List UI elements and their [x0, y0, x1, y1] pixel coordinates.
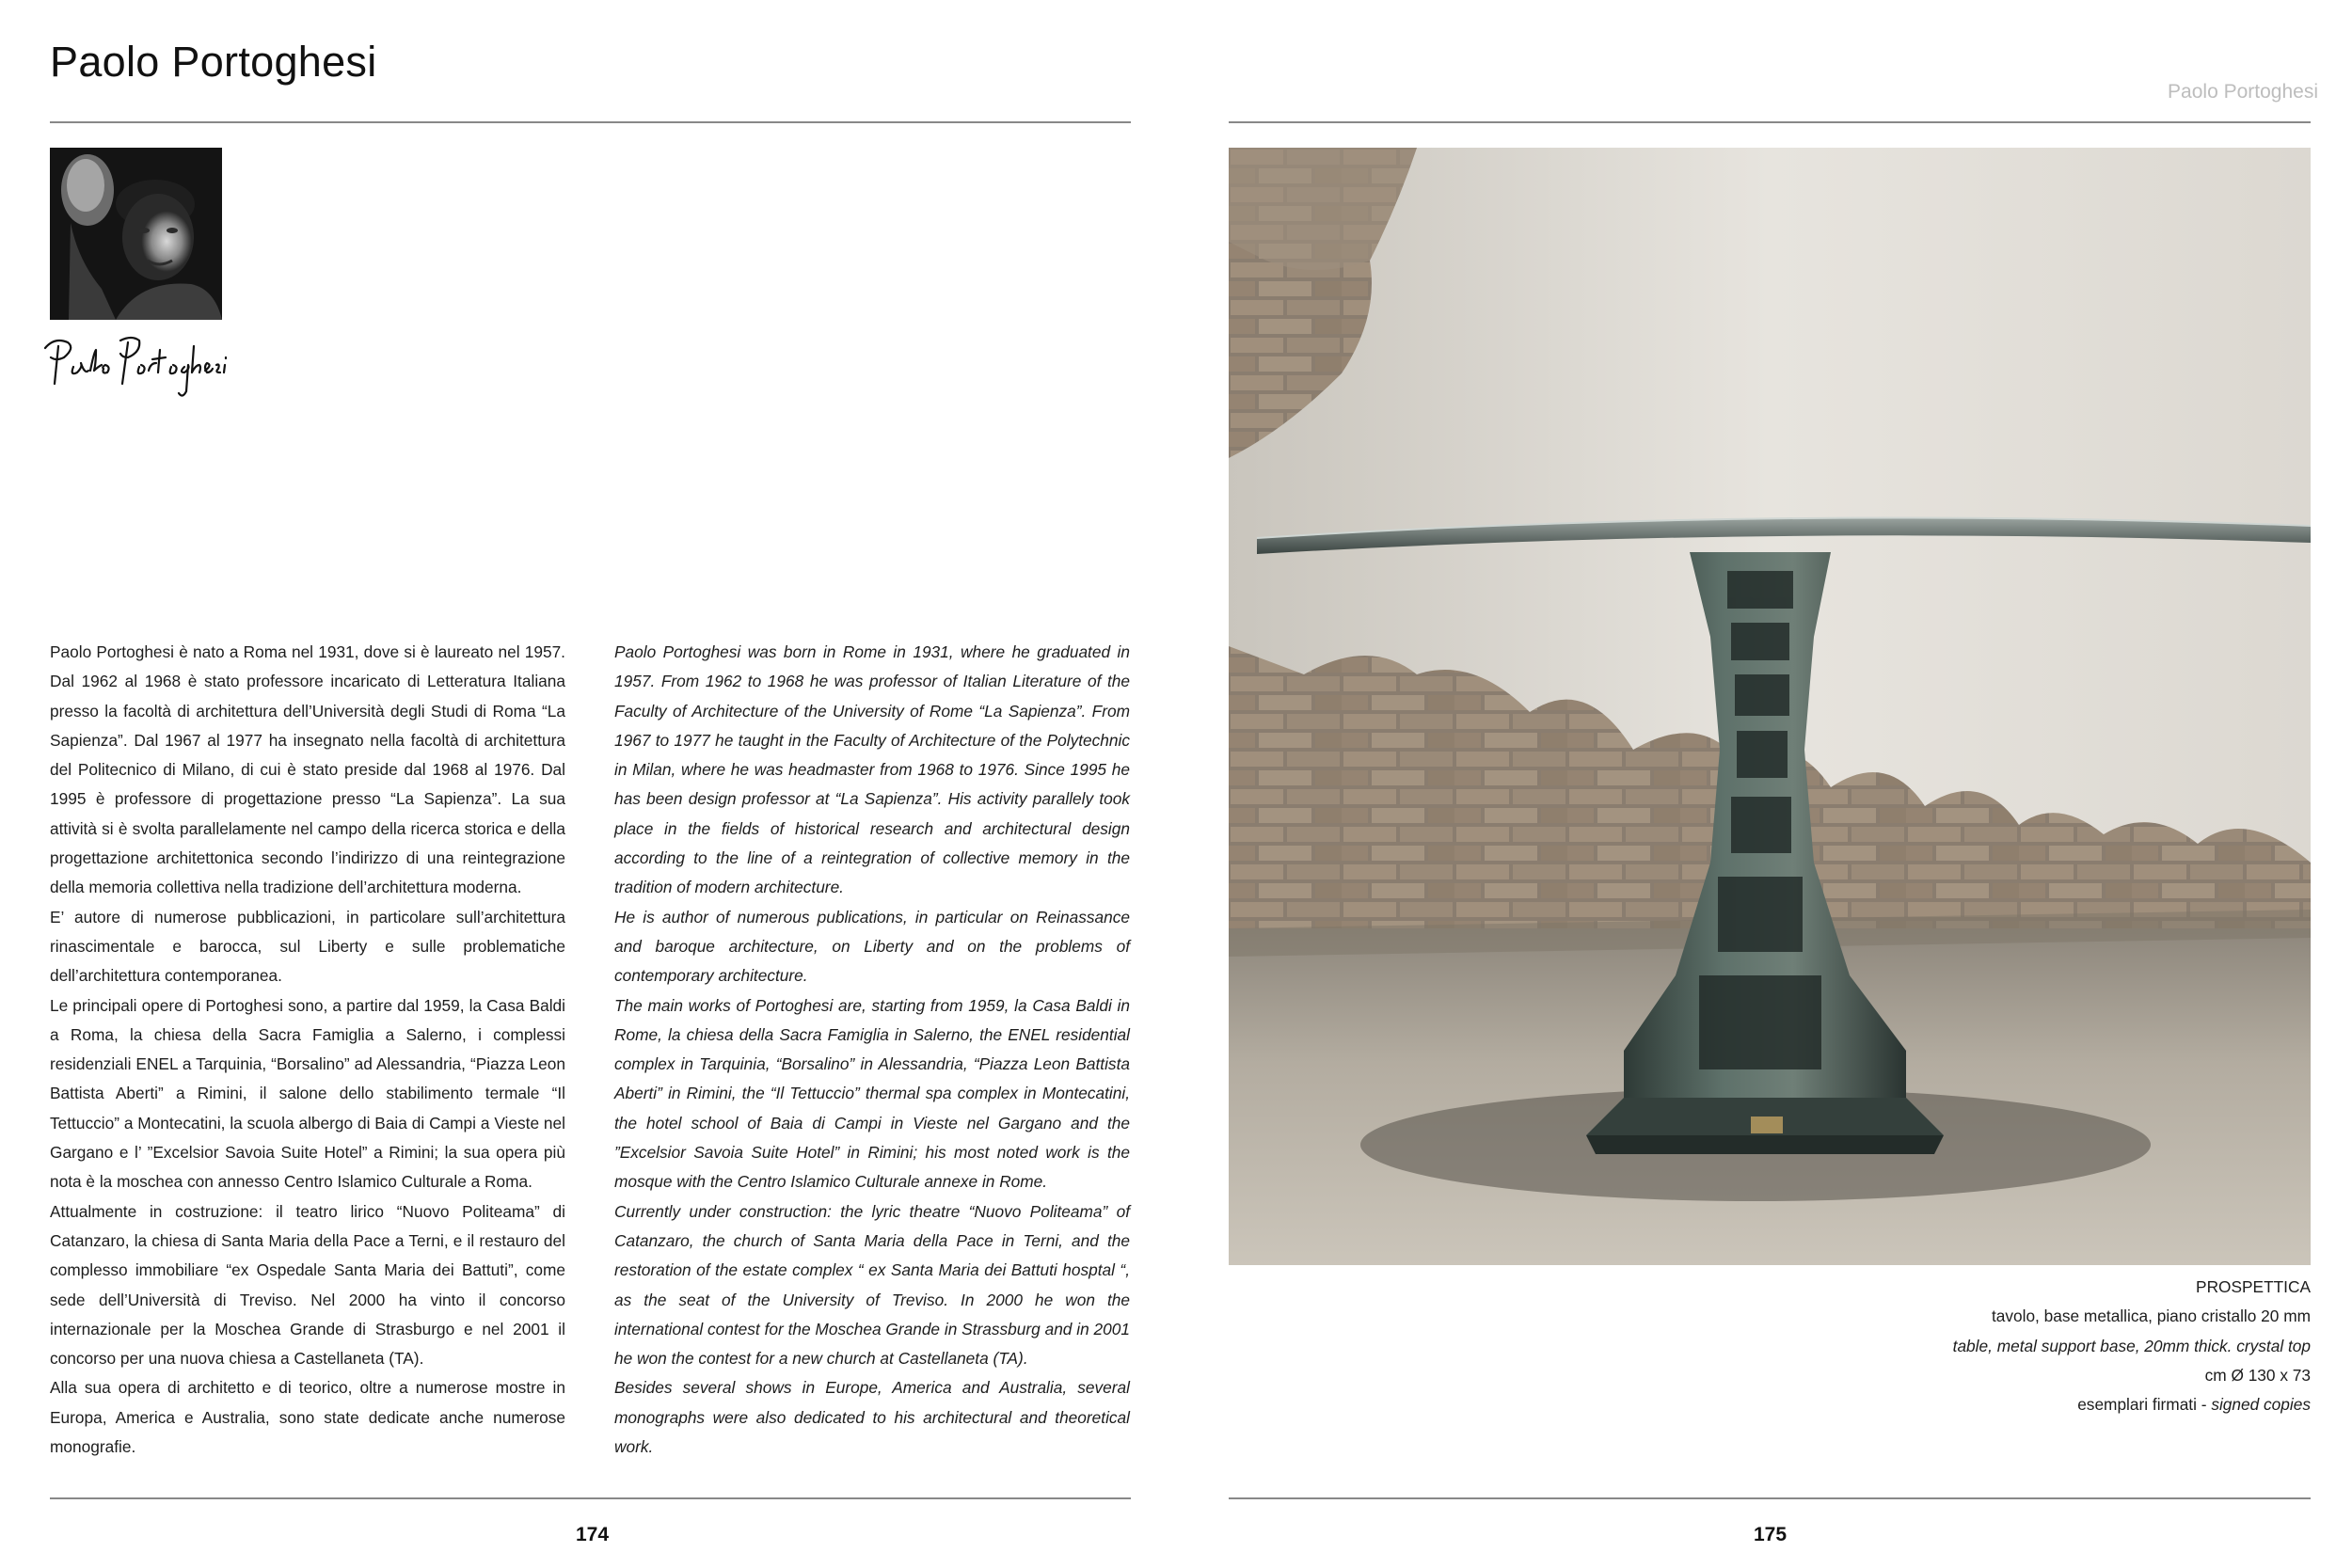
product-caption: [1652, 1273, 2311, 1419]
top-rule-left: [50, 121, 1131, 123]
page-number-right: 175: [1754, 1524, 1788, 1545]
bio-en-paragraph: He is author of numerous publications, in particular on Reinassance and baroque architecture, on Liberty and on the problems of contemporary architecture.: [614, 907, 1130, 986]
product-description-it: tavolo, base metallica, piano cristallo 20 mm: [1991, 1307, 2311, 1326]
product-dimensions: cm Ø 130 x 73: [2204, 1365, 2311, 1385]
bio-it-paragraph: Alla sua opera di architetto e di teorico, oltre a numerose mostre in Europa, America e Australia, sono state dedicate anche numerose monografie.: [50, 1378, 565, 1457]
product-name: PROSPETTICA: [2196, 1277, 2311, 1296]
page-number-left: 174: [576, 1524, 610, 1545]
copies-en: signed copies: [2211, 1395, 2311, 1415]
copies-it: esemplari firmati -: [2077, 1395, 2212, 1415]
page-title: Paolo Portoghesi: [50, 38, 377, 86]
bio-en-paragraph: Besides several shows in Europe, America and Australia, several monographs were also dedicated to his architectural and theoretical work.: [614, 1378, 1130, 1457]
product-description-en: table, metal support base, 20mm thick. crystal top: [1952, 1336, 2311, 1355]
bio-it-paragraph: Attualmente in costruzione: il teatro lirico “Nuovo Politeama” di Catanzaro, la chiesa di Santa Maria della Pace a Terni, e il restauro del complesso immobiliare “ex Ospedale Santa Maria dei Battuti”, come sede dell’Università di Treviso. Nel 2000 ha vinto il concorso internazionale per la Moschea Grande di Strasburgo e nel 2001 il concorso per una nuova chiesa a Castellaneta (TA).: [50, 1201, 565, 1369]
bottom-rule-right: [1229, 1497, 2311, 1499]
running-head: Paolo Portoghesi: [2168, 81, 2318, 103]
bottom-rule-left: [50, 1497, 1131, 1499]
bio-it-paragraph: E’ autore di numerose pubblicazioni, in particolare sull’architettura rinascimentale e barocca, sul Liberty e sulle problematiche dell’architettura contemporanea.: [50, 907, 565, 986]
product-copies: [1652, 1390, 2311, 1419]
bio-en-paragraph: Paolo Portoghesi was born in Rome in 1931, where he graduated in 1957. From 1962 to 1968 he was professor of Italian Literature of the Faculty of Architecture of the University of Rome “La Sapienza”. From 1967 to 1977 he taught in the Faculty of Architecture of the Polytechnic in Milan, where he was headmaster from 1968 to 1976. Since 1995 he has been design professor at “La Sapienza”. His activity parallely took place in the fields of historical research and architectural design according to the line of a reintegration of collective memory in the tradition of modern architecture.: [614, 642, 1130, 897]
product-photo: [1229, 148, 2311, 1265]
bio-en-paragraph: Currently under construction: the lyric theatre “Nuovo Politeama” of Catanzaro, the church of Santa Maria della Pace in Terni, and the restoration of the estate complex “ ex Santa Maria dei Battuti hosptal “, as the seat of the University of Treviso. In 2000 he won the international contest for the Moschea Grande in Strassburg and in 2001 he won the contest for a new church at Castellaneta (TA).: [614, 1201, 1130, 1369]
biography-italian: [50, 638, 565, 1462]
portrait-photo: [50, 148, 222, 320]
bio-en-paragraph: The main works of Portoghesi are, starting from 1959, la Casa Baldi in Rome, la chiesa della Sacra Famiglia in Salerno, the ENEL residential complex in Tarquinia, “Borsalino” in Alessandria, “Piazza Leon Battista Aberti” in Rimini, the “Il Tettuccio” thermal spa complex in Montecatini, the hotel school of Baia di Campi in Vieste nel Gargano and the ”Excelsior Savoia Suite Hotel” in Rimini; his most noted work is the mosque with the Centro Islamico Culturale annexe in Rome.: [614, 995, 1130, 1192]
bio-it-paragraph: Le principali opere di Portoghesi sono, a partire dal 1959, la Casa Baldi a Roma, la chiesa della Sacra Famiglia a Salerno, i complessi residenziali ENEL a Tarquinia, “Borsalino” ad Alessandria, “Piazza Leon Battista Aberti” a Rimini, il salone dello stabilimento termale “Il Tettuccio” a Montecatini, la scuola albergo di Baia di Campi a Vieste nel Gargano e l’ ”Excelsior Savoia Suite Hotel” a Rimini; la sua opera più nota è la moschea con annesso Centro Islamico Culturale a Roma.: [50, 995, 565, 1192]
biography-english: [614, 638, 1130, 1462]
bio-it-paragraph: Paolo Portoghesi è nato a Roma nel 1931, dove si è laureato nel 1957. Dal 1962 al 1968 è stato professore incaricato di Letteratura Italiana presso la facoltà di architettura dell’Università degli Studi di Roma “La Sapienza”. Dal 1967 al 1977 ha insegnato nella facoltà di architettura del Politecnico di Milano, di cui è stato preside dal 1968 al 1976. Dal 1995 è professore di progettazione presso “La Sapienza”. La sua attività si è svolta parallelamente nel campo della ricerca storica e della progettazione architettonica secondo l’indirizzo di una reintegrazione della memoria collettiva nella tradizione dell’architettura moderna.: [50, 642, 565, 897]
signature: [41, 329, 230, 404]
top-rule-right: [1229, 121, 2311, 123]
